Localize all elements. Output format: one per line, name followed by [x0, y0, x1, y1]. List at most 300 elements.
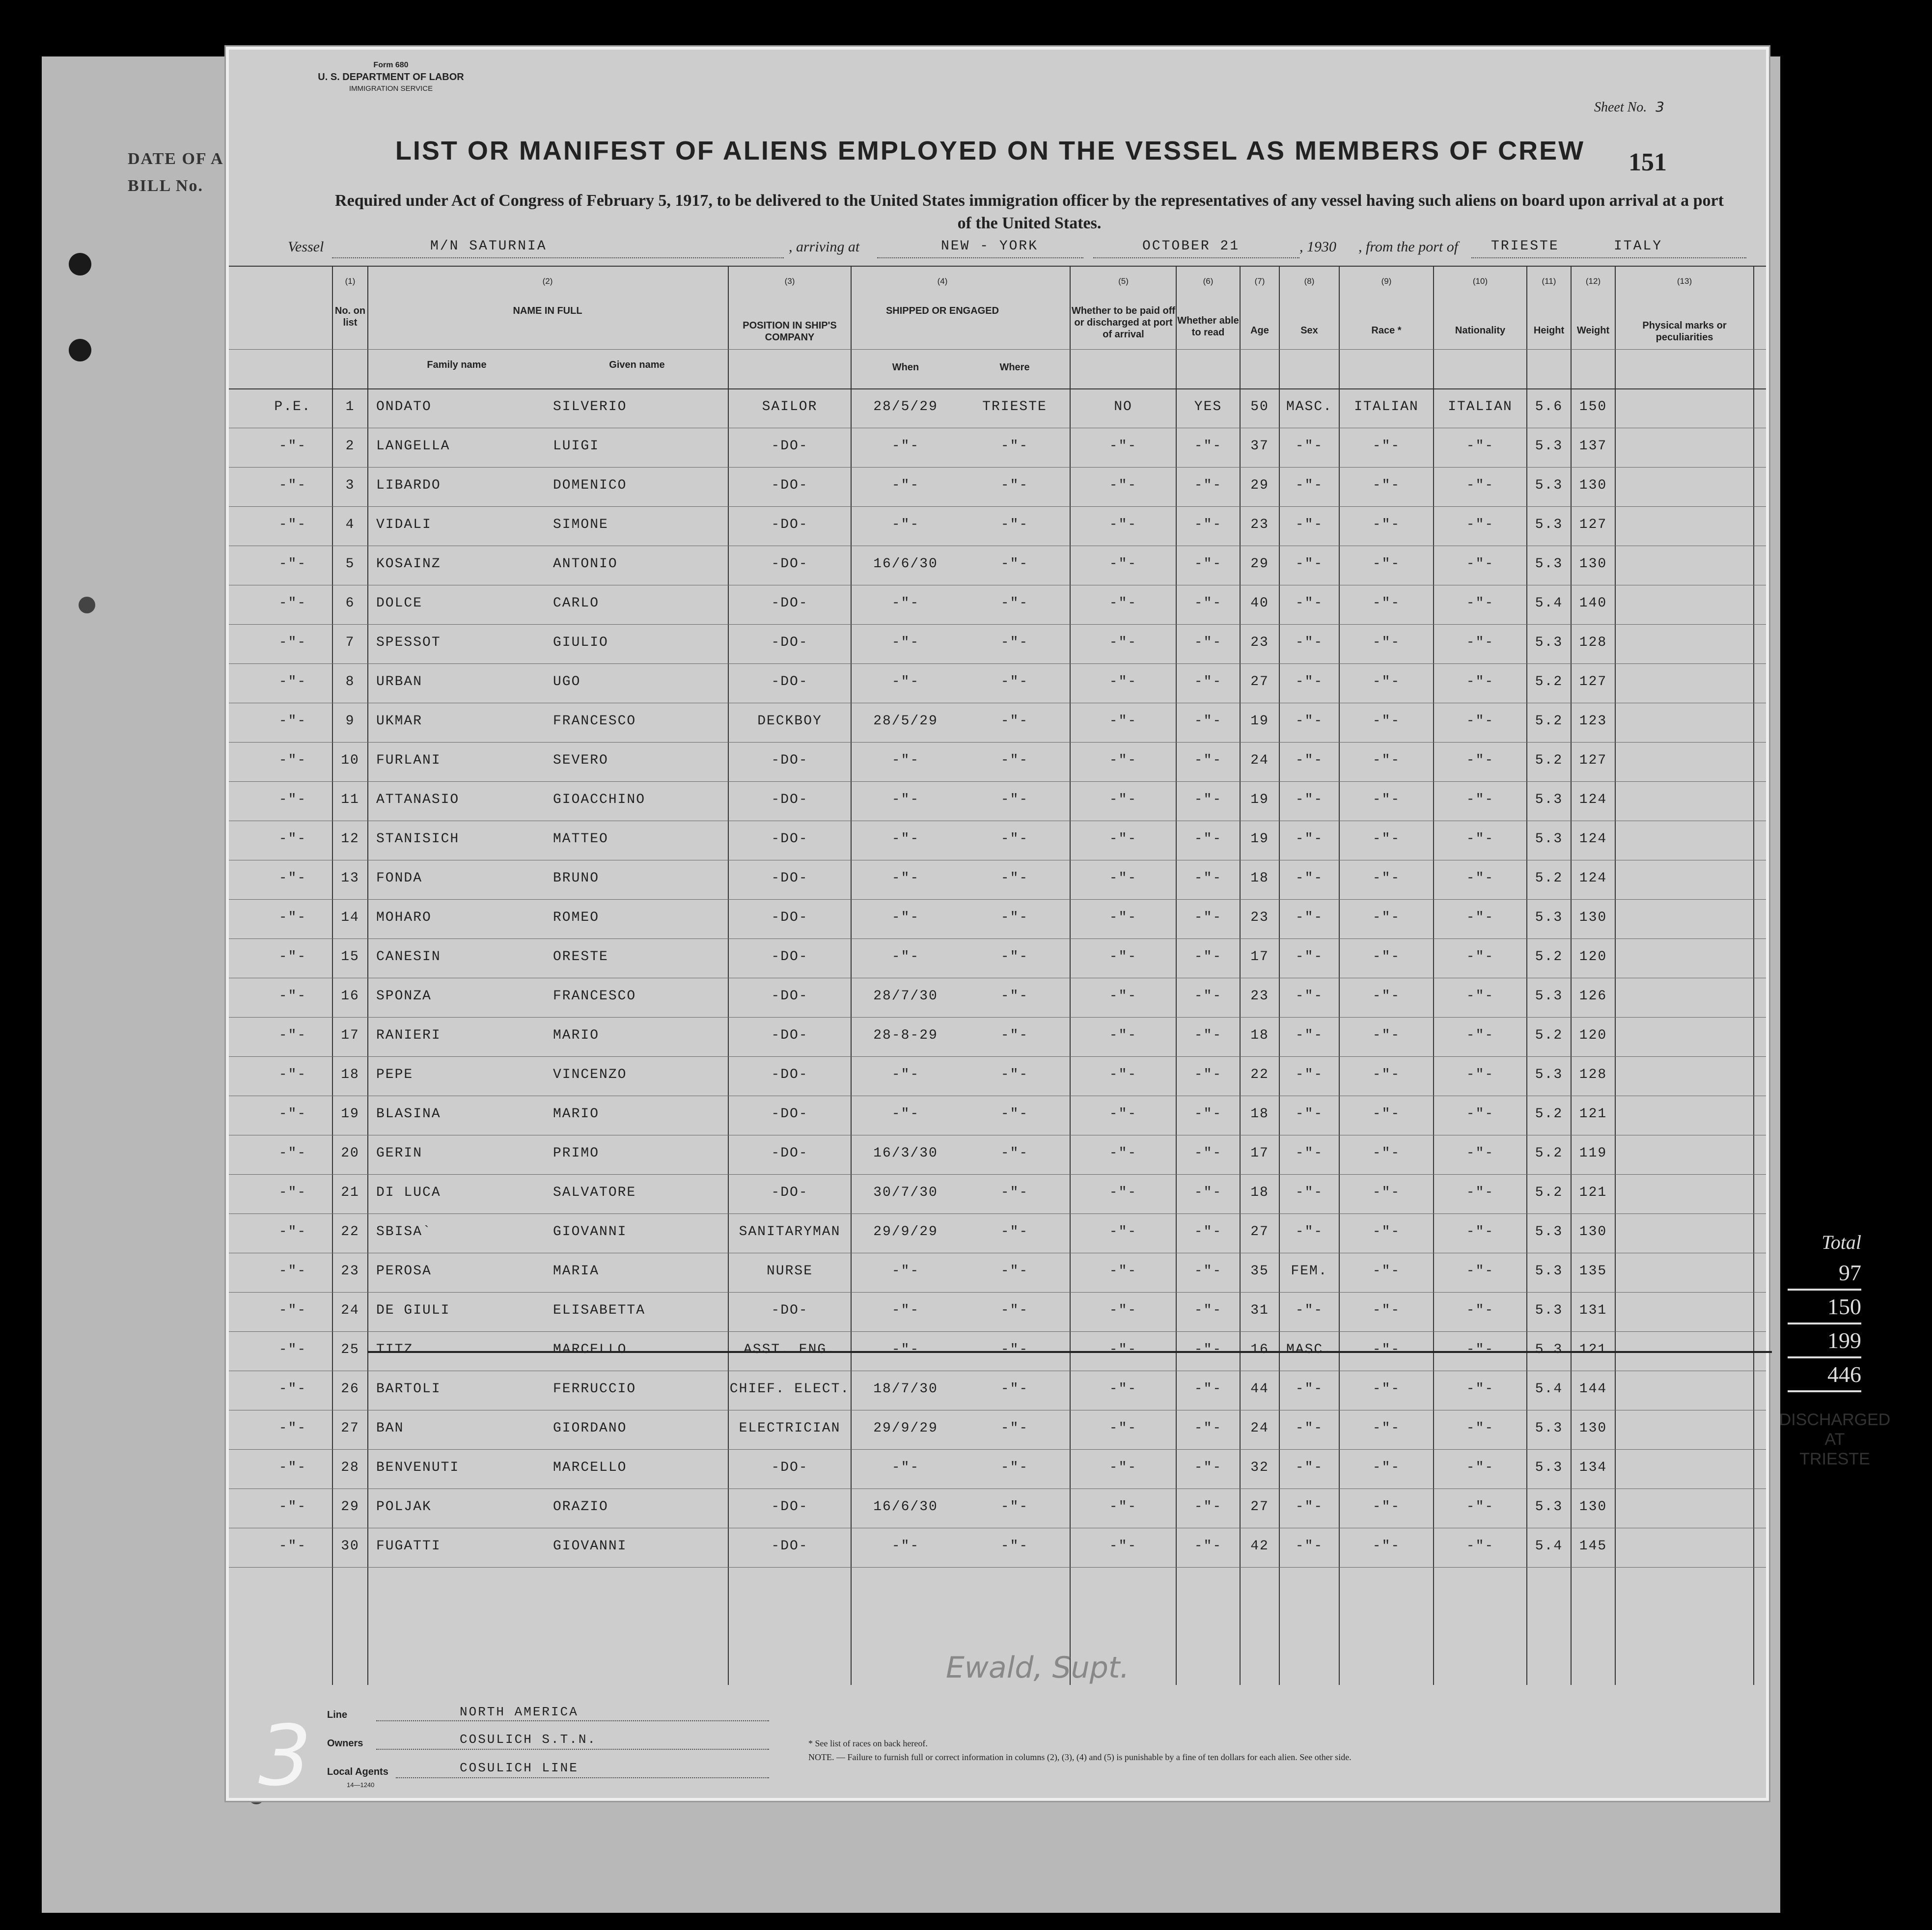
row-mark: -"- — [278, 1146, 307, 1161]
position: -DO- — [771, 949, 808, 965]
age: 27 — [1250, 1224, 1269, 1240]
sex: -"- — [1295, 635, 1324, 650]
paid-off: -"- — [1109, 674, 1137, 689]
row-number: 5 — [345, 556, 355, 572]
age: 23 — [1250, 517, 1269, 532]
sex: MASC. — [1286, 1342, 1332, 1357]
given-name: FRANCESCO — [553, 714, 636, 729]
handwritten-number: 3 — [258, 1708, 312, 1805]
shipped-where: -"- — [1000, 635, 1029, 650]
family-name: DE GIULI — [376, 1303, 450, 1318]
column-header-when: When — [892, 362, 919, 373]
given-name: MARCELLO — [553, 1342, 627, 1357]
family-name: BLASINA — [376, 1106, 441, 1122]
given-name: ROMEO — [553, 910, 600, 925]
family-name: FONDA — [376, 871, 423, 886]
able-to-read: -"- — [1194, 674, 1222, 689]
row-mark: -"- — [278, 1303, 307, 1318]
position: -DO- — [771, 478, 808, 493]
nationality: -"- — [1466, 792, 1494, 807]
row-number: 4 — [345, 517, 355, 532]
race: -"- — [1372, 1185, 1401, 1200]
weight: 124 — [1579, 831, 1607, 847]
given-name: MARIO — [553, 1028, 600, 1043]
shipped-when: 29/9/29 — [873, 1421, 938, 1436]
family-name: MOHARO — [376, 910, 432, 925]
height: 5.3 — [1535, 517, 1563, 532]
age: 19 — [1250, 792, 1269, 807]
race: -"- — [1372, 831, 1401, 847]
able-to-read: -"- — [1194, 439, 1222, 454]
position: ASST. ENG. — [743, 1342, 836, 1357]
row-mark: -"- — [278, 1539, 307, 1554]
nationality: -"- — [1466, 1381, 1494, 1397]
sex: -"- — [1295, 1067, 1324, 1082]
weight: 120 — [1579, 949, 1607, 965]
shipped-when: 18/7/30 — [873, 1381, 938, 1397]
paid-off: -"- — [1109, 714, 1137, 729]
shipped-where: -"- — [1000, 949, 1029, 965]
given-name: ANTONIO — [553, 556, 618, 572]
family-name: PEPE — [376, 1067, 414, 1082]
page-subtitle: Required under Act of Congress of February 5, 1917, to be delivered to the United States immigration officer by the representatives of any vessel having such aliens on board upon arrival at a port of the United States. — [335, 192, 1724, 232]
shipped-where: -"- — [1000, 1421, 1029, 1436]
column-header-sex: Sex — [1300, 325, 1318, 336]
arriving-label: , arriving at — [789, 239, 860, 255]
column-number: (3) — [784, 276, 795, 286]
nationality: -"- — [1466, 1264, 1494, 1279]
height: 5.3 — [1535, 1067, 1563, 1082]
given-name: PRIMO — [553, 1146, 600, 1161]
able-to-read: -"- — [1194, 1264, 1222, 1279]
able-to-read: -"- — [1194, 556, 1222, 572]
age: 18 — [1250, 871, 1269, 886]
nationality: -"- — [1466, 478, 1494, 493]
able-to-read: -"- — [1194, 871, 1222, 886]
race: -"- — [1372, 1146, 1401, 1161]
row-number: 21 — [341, 1185, 359, 1200]
race: -"- — [1372, 1421, 1401, 1436]
nationality: -"- — [1466, 1028, 1494, 1043]
vessel-label: Vessel — [288, 239, 324, 255]
row-number: 20 — [341, 1146, 359, 1161]
weight: 121 — [1579, 1106, 1607, 1122]
discharged-note-line: TRIESTE — [1799, 1450, 1870, 1468]
race: -"- — [1372, 949, 1401, 965]
race: -"- — [1372, 1028, 1401, 1043]
height: 5.2 — [1535, 871, 1563, 886]
position: -DO- — [771, 1067, 808, 1082]
height: 5.3 — [1535, 989, 1563, 1004]
row-number: 30 — [341, 1539, 359, 1554]
weight: 130 — [1579, 1224, 1607, 1240]
age: 29 — [1250, 556, 1269, 572]
nationality: -"- — [1466, 1499, 1494, 1515]
shipped-where: -"- — [1000, 1460, 1029, 1475]
position: -DO- — [771, 439, 808, 454]
punch-hole — [69, 339, 91, 361]
height: 5.2 — [1535, 1185, 1563, 1200]
column-number: (4) — [937, 276, 948, 286]
nationality: -"- — [1466, 439, 1494, 454]
race: -"- — [1372, 596, 1401, 611]
weight: 119 — [1579, 1146, 1607, 1161]
given-name: ELISABETTA — [553, 1303, 646, 1318]
paid-off: -"- — [1109, 949, 1137, 965]
shipped-where: -"- — [1000, 1185, 1029, 1200]
shipped-when: -"- — [891, 517, 920, 532]
given-name: LUIGI — [553, 439, 600, 454]
race-note: * See list of races on back hereof. — [808, 1738, 928, 1748]
paid-off: -"- — [1109, 1264, 1137, 1279]
race: -"- — [1372, 1224, 1401, 1240]
family-name: SBISA` — [376, 1224, 432, 1240]
row-mark: -"- — [278, 1264, 307, 1279]
given-name: SEVERO — [553, 753, 608, 768]
shipped-where: -"- — [1000, 596, 1029, 611]
sex: -"- — [1295, 1185, 1324, 1200]
row-number: 23 — [341, 1264, 359, 1279]
weight: 126 — [1579, 989, 1607, 1004]
weight: 130 — [1579, 910, 1607, 925]
sex: -"- — [1295, 831, 1324, 847]
race: -"- — [1372, 1499, 1401, 1515]
shipped-where: -"- — [1000, 792, 1029, 807]
row-number: 18 — [341, 1067, 359, 1082]
age: 17 — [1250, 949, 1269, 965]
weight: 130 — [1579, 478, 1607, 493]
row-mark: -"- — [278, 517, 307, 532]
height: 5.3 — [1535, 1499, 1563, 1515]
shipped-where: -"- — [1000, 674, 1029, 689]
nationality: -"- — [1466, 1224, 1494, 1240]
row-mark: -"- — [278, 1106, 307, 1122]
age: 19 — [1250, 831, 1269, 847]
height: 5.3 — [1535, 792, 1563, 807]
race: -"- — [1372, 478, 1401, 493]
nationality: -"- — [1466, 1460, 1494, 1475]
given-name: GIOVANNI — [553, 1539, 627, 1554]
height: 5.2 — [1535, 753, 1563, 768]
owners-value: COSULICH S.T.N. — [460, 1732, 597, 1747]
shipped-where: -"- — [1000, 1499, 1029, 1515]
sex: -"- — [1295, 871, 1324, 886]
able-to-read: -"- — [1194, 753, 1222, 768]
paid-off: -"- — [1109, 753, 1137, 768]
race: -"- — [1372, 635, 1401, 650]
position: CHIEF. ELECT. — [729, 1381, 850, 1397]
nationality: -"- — [1466, 517, 1494, 532]
country-name: ITALY — [1614, 239, 1663, 254]
able-to-read: -"- — [1194, 1106, 1222, 1122]
row-mark: -"- — [278, 596, 307, 611]
row-number: 13 — [341, 871, 359, 886]
weight: 124 — [1579, 792, 1607, 807]
column-header-where: Where — [999, 362, 1030, 373]
position: -DO- — [771, 871, 808, 886]
nationality: -"- — [1466, 831, 1494, 847]
row-mark: -"- — [278, 949, 307, 965]
able-to-read: -"- — [1194, 1460, 1222, 1475]
height: 5.4 — [1535, 1381, 1563, 1397]
shipped-when: -"- — [891, 596, 920, 611]
total-value: 199 — [1788, 1324, 1861, 1358]
weight: 127 — [1579, 674, 1607, 689]
able-to-read: -"- — [1194, 1067, 1222, 1082]
shipped-when: 16/3/30 — [873, 1146, 938, 1161]
stamp-text: DATE OF A — [128, 150, 224, 168]
row-number: 29 — [341, 1499, 359, 1515]
given-name: GIOVANNI — [553, 1224, 627, 1240]
row-mark: -"- — [278, 1421, 307, 1436]
given-name: SALVATORE — [553, 1185, 636, 1200]
height: 5.3 — [1535, 1303, 1563, 1318]
shipped-when: -"- — [891, 674, 920, 689]
sex: -"- — [1295, 478, 1324, 493]
row-mark: -"- — [278, 1224, 307, 1240]
family-name: LIBARDO — [376, 478, 441, 493]
race: -"- — [1372, 910, 1401, 925]
race: -"- — [1372, 1381, 1401, 1397]
stamp-text: BILL No. — [128, 177, 203, 195]
race: -"- — [1372, 439, 1401, 454]
row-mark: -"- — [278, 556, 307, 572]
signature: Ewald, Supt. — [946, 1651, 1130, 1685]
family-name: STANISICH — [376, 831, 460, 847]
age: 24 — [1250, 753, 1269, 768]
row-mark: -"- — [278, 1028, 307, 1043]
position: -DO- — [771, 1028, 808, 1043]
column-header-physical-marks: Physical marks or peculiarities — [1642, 320, 1727, 343]
family-name: LANGELLA — [376, 439, 450, 454]
given-name: SIMONE — [553, 517, 608, 532]
shipped-where: -"- — [1000, 439, 1029, 454]
sex: -"- — [1295, 1224, 1324, 1240]
paid-off: -"- — [1109, 1342, 1137, 1357]
column-number: (7) — [1254, 276, 1265, 286]
age: 16 — [1250, 1342, 1269, 1357]
given-name: GIULIO — [553, 635, 608, 650]
given-name: ORAZIO — [553, 1499, 608, 1515]
owners-label: Owners — [327, 1738, 363, 1749]
column-header-nationality: Nationality — [1455, 325, 1506, 336]
race: -"- — [1372, 556, 1401, 572]
height: 5.2 — [1535, 1146, 1563, 1161]
row-number: 27 — [341, 1421, 359, 1436]
given-name: MARIO — [553, 1106, 600, 1122]
weight: 123 — [1579, 714, 1607, 729]
able-to-read: -"- — [1194, 517, 1222, 532]
height: 5.3 — [1535, 1264, 1563, 1279]
row-mark: -"- — [278, 635, 307, 650]
shipped-where: -"- — [1000, 1067, 1029, 1082]
able-to-read: -"- — [1194, 792, 1222, 807]
row-number: 28 — [341, 1460, 359, 1475]
position: NURSE — [766, 1264, 813, 1279]
total-annotation — [1788, 1228, 1861, 1392]
sex: FEM. — [1291, 1264, 1328, 1279]
total-value: 97 — [1788, 1257, 1861, 1291]
position: -DO- — [771, 1539, 808, 1554]
paid-off: -"- — [1109, 1146, 1137, 1161]
row-mark: -"- — [278, 1185, 307, 1200]
nationality: -"- — [1466, 556, 1494, 572]
column-header-weight: Weight — [1576, 325, 1610, 336]
arrival-date: OCTOBER 21 — [1142, 239, 1240, 254]
able-to-read: -"- — [1194, 596, 1222, 611]
height: 5.3 — [1535, 556, 1563, 572]
shipped-when: 28-8-29 — [873, 1028, 938, 1043]
shipped-where: -"- — [1000, 478, 1029, 493]
able-to-read: -"- — [1194, 1185, 1222, 1200]
nationality: -"- — [1466, 635, 1494, 650]
height: 5.2 — [1535, 949, 1563, 965]
row-number: 6 — [345, 596, 355, 611]
paid-off: -"- — [1109, 871, 1137, 886]
column-header-height: Height — [1533, 325, 1565, 336]
weight: 127 — [1579, 753, 1607, 768]
line-label: Line — [327, 1709, 348, 1720]
shipped-when: -"- — [891, 439, 920, 454]
column-header-no: No. on list — [334, 305, 366, 328]
nationality: -"- — [1466, 1539, 1494, 1554]
height: 5.3 — [1535, 1224, 1563, 1240]
sex: -"- — [1295, 1106, 1324, 1122]
given-name: MARIA — [553, 1264, 600, 1279]
shipped-when: 16/6/30 — [873, 556, 938, 572]
position: SAILOR — [762, 399, 818, 414]
able-to-read: -"- — [1194, 989, 1222, 1004]
sheet-number-label: Sheet No. — [1594, 100, 1647, 115]
row-number: 7 — [345, 635, 355, 650]
shipped-where: -"- — [1000, 1381, 1029, 1397]
form-number: Form 680 — [373, 61, 409, 69]
given-name: FERRUCCIO — [553, 1381, 636, 1397]
nationality: -"- — [1466, 1067, 1494, 1082]
page-title: LIST OR MANIFEST OF ALIENS EMPLOYED ON THE VESSEL AS MEMBERS OF CREW — [395, 136, 1585, 165]
column-number: (10) — [1472, 276, 1488, 286]
vessel-name: M/N SATURNIA — [430, 239, 547, 254]
sex: -"- — [1295, 517, 1324, 532]
position: -DO- — [771, 989, 808, 1004]
weight: 130 — [1579, 556, 1607, 572]
sex: -"- — [1295, 1460, 1324, 1475]
shipped-where: TRIESTE — [982, 399, 1047, 414]
paid-off: -"- — [1109, 1460, 1137, 1475]
paid-off: -"- — [1109, 1106, 1137, 1122]
height: 5.3 — [1535, 478, 1563, 493]
row-number: 14 — [341, 910, 359, 925]
able-to-read: -"- — [1194, 949, 1222, 965]
family-name: FURLANI — [376, 753, 441, 768]
paid-off: NO — [1114, 399, 1132, 414]
row-mark: -"- — [278, 714, 307, 729]
weight: 128 — [1579, 635, 1607, 650]
shipped-where: -"- — [1000, 1106, 1029, 1122]
discharged-note — [1771, 1410, 1899, 1469]
weight: 137 — [1579, 439, 1607, 454]
family-name: ATTANASIO — [376, 792, 460, 807]
age: 29 — [1250, 478, 1269, 493]
punch-hole — [69, 253, 91, 276]
penalty-note: NOTE. — Failure to furnish full or correct information in columns (2), (3), (4) and (5) is punishable by a fine of ten dollars for each alien. See other side. — [808, 1752, 1352, 1762]
paid-off: -"- — [1109, 989, 1137, 1004]
given-name: CARLO — [553, 596, 600, 611]
paid-off: -"- — [1109, 556, 1137, 572]
column-number: (11) — [1542, 276, 1556, 286]
able-to-read: -"- — [1194, 635, 1222, 650]
able-to-read: -"- — [1194, 1303, 1222, 1318]
able-to-read: YES — [1194, 399, 1222, 414]
shipped-when: -"- — [891, 478, 920, 493]
able-to-read: -"- — [1194, 1342, 1222, 1357]
sex: -"- — [1295, 949, 1324, 965]
age: 19 — [1250, 714, 1269, 729]
shipped-when: -"- — [891, 1460, 920, 1475]
paid-off: -"- — [1109, 439, 1137, 454]
position: -DO- — [771, 1303, 808, 1318]
able-to-read: -"- — [1194, 910, 1222, 925]
age: 17 — [1250, 1146, 1269, 1161]
weight: 134 — [1579, 1460, 1607, 1475]
position: ELECTRICIAN — [739, 1421, 841, 1436]
position: -DO- — [771, 753, 808, 768]
race: -"- — [1372, 1067, 1401, 1082]
row-mark: -"- — [278, 753, 307, 768]
able-to-read: -"- — [1194, 1539, 1222, 1554]
position: -DO- — [771, 910, 808, 925]
shipped-when: -"- — [891, 1342, 920, 1357]
position: -DO- — [771, 1460, 808, 1475]
row-number: 25 — [341, 1342, 359, 1357]
family-name: PEROSA — [376, 1264, 432, 1279]
weight: 121 — [1579, 1342, 1607, 1357]
line-value: NORTH AMERICA — [460, 1705, 579, 1719]
punch-hole — [79, 597, 95, 613]
age: 50 — [1250, 399, 1269, 414]
family-name: SPESSOT — [376, 635, 441, 650]
row-mark: -"- — [278, 1460, 307, 1475]
sex: -"- — [1295, 1303, 1324, 1318]
paid-off: -"- — [1109, 792, 1137, 807]
weight: 131 — [1579, 1303, 1607, 1318]
department-name: U. S. DEPARTMENT OF LABOR — [318, 72, 464, 83]
race: -"- — [1372, 1342, 1401, 1357]
shipped-when: 28/5/29 — [873, 399, 938, 414]
total-value: 446 — [1788, 1358, 1861, 1392]
shipped-where: -"- — [1000, 517, 1029, 532]
nationality: -"- — [1466, 949, 1494, 965]
weight: 130 — [1579, 1421, 1607, 1436]
age: 23 — [1250, 989, 1269, 1004]
row-number: 22 — [341, 1224, 359, 1240]
weight: 150 — [1579, 399, 1607, 414]
sheet-number — [1594, 99, 1664, 115]
height: 5.3 — [1535, 910, 1563, 925]
shipped-where: -"- — [1000, 753, 1029, 768]
age: 44 — [1250, 1381, 1269, 1397]
weight: 145 — [1579, 1539, 1607, 1554]
shipped-when: -"- — [891, 831, 920, 847]
paid-off: -"- — [1109, 1381, 1137, 1397]
strike-through-line — [367, 1351, 1772, 1353]
given-name: GIORDANO — [553, 1421, 627, 1436]
family-name: BENVENUTI — [376, 1460, 460, 1475]
row-mark: -"- — [278, 792, 307, 807]
height: 5.2 — [1535, 1028, 1563, 1043]
weight: 144 — [1579, 1381, 1607, 1397]
row-mark: P.E. — [274, 399, 311, 414]
